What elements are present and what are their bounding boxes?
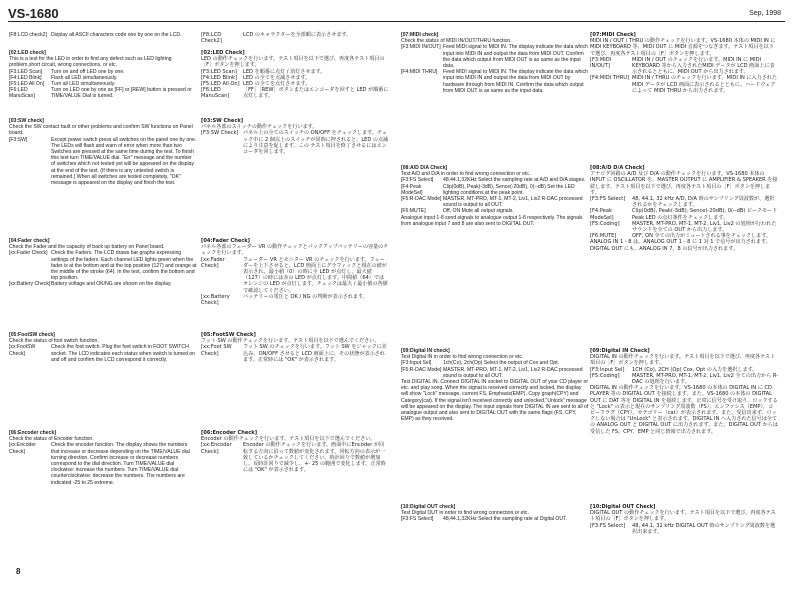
test-item-description: Clip(0dB), Peak(-3dB), Sence(-20dB), 0(--dB) ピークモード Peak LED の点灯条件をチェックします。: [632, 208, 778, 221]
section: [9, 238, 197, 288]
test-item-row: [201, 130, 389, 155]
test-item-key: [F5:LED All On]: [201, 81, 240, 88]
section: [401, 32, 589, 94]
test-item-row: [9, 442, 197, 485]
section-intro: Test Digital OUT in order to find wrong connection or etc.: [401, 510, 529, 517]
test-item-key: [F3:SW]: [9, 136, 28, 143]
section: [201, 430, 389, 473]
test-item-description: MIDI IN / OUT のチェックを行います。MIDI IN に MIDI KEYBOARD 等から入力されたMIDI データが LCD 画面上に表示されるとともに、MIDI OUT から出力されます。: [632, 56, 775, 76]
test-item-description: 48, 44.1, 32 kHz A/D, D/A 時のサンプリング周波数が、選択されるかをチェックします。: [632, 196, 775, 209]
section: [401, 348, 589, 422]
section: [9, 332, 197, 363]
test-item-row: [401, 196, 589, 208]
test-item-description: Battery voltage and OK/NG are shown on the display.: [51, 281, 172, 288]
section: [9, 32, 197, 38]
test-item-row: [590, 373, 778, 385]
section: [401, 165, 589, 227]
page-header: [8, 4, 785, 26]
test-item-key: [F3:FS Select]: [401, 177, 434, 184]
section-intro: Encoder の動作チェックを行います。テスト項目を以下で選んでください。: [201, 436, 376, 443]
section-intro: Check the status of Encoder function.: [9, 436, 94, 443]
section-note: DIGITAL IN の動作チェックを行います。VS-1680 の本体の DIGITAL IN に CD PLAYER 等の DIGITAL OUT を接続します。また、VS-1680 の本体の DIGITAL OUT に DAT 等を DIGITAL IN を接続します。正常に信号を受け取り、ロックすると "Lock" の表示と現在のサンプリング周波数（FS），エンファシス（EMP），コピーフラグ（CPY），カテゴリー（cat）が表示されます。また、受信出来ず、ロックしない場合は "UnLock" と表示されます。DIGITAL IN へ入力された信号は全ての ANALOG OUT と DIGITAL OUT に出力されます。また、DIGITAL OUT からは受信した FS、CPY、EMP と同じ情報で出力されます。: [590, 385, 778, 435]
section-intro: Check the SW contact fault or other problems and confirm SW functions on Panel board.: [9, 124, 193, 137]
test-item-key: [F3:MIDI IN/OUT]: [401, 44, 441, 51]
test-item-description: MASTER, MT-PRO, MT-1, MT-2, Liv1, Liv2 全ての出力から R-DAC の処理を行います。: [632, 372, 778, 386]
test-item-key: [F8:LCD Check2]: [201, 32, 222, 45]
test-item-row: [201, 32, 389, 44]
test-item-key: [F5:R-DAC Mode]: [401, 196, 442, 203]
test-item-key: [F3:Input Sel]: [401, 360, 432, 367]
test-item-description: Check the encoder function. The display shows the numbers that increase or decrease depending on the TIME/VALUE dial turning direction. Confirm increase or decrease numbers correspond to the dial direction. Turn TIME/VALUE dial clockwise: increase the numbers. Turn TIME/VALUE dial counterclockwise: decrease the numbers. The numbers are indicated -25 to 25 extreme.: [51, 442, 190, 486]
test-item-description: 1ch(Co), 2ch(Op) Select the output of Cox and Opt.: [443, 360, 560, 367]
section-intro: DIGITAL IN の動作チェックを行います。テスト項目を以下で選び、再度各テスト項目の［F］ボタンを押します。: [590, 354, 776, 367]
test-item-row: [401, 367, 589, 379]
test-item-description: LCD のキャラクターを全部順に表示させます。: [243, 32, 352, 38]
test-item-key: [xx:Battery Check]: [201, 293, 230, 307]
section-title: [04:Fader check]: [9, 238, 50, 244]
section-title: [07:MIDI Check]: [590, 32, 636, 38]
test-item-description: LED の全てを点滅させます。: [243, 74, 311, 81]
section-intro: This is a test for the LED in order to find any defect such as LED lighting problem,short circuit, wrong connections, or etc.: [9, 56, 172, 69]
model-name: VS-1680: [8, 6, 59, 21]
section: [201, 332, 389, 363]
test-item-description: LED を順番に点灯 / 消灯させます。: [243, 68, 326, 75]
test-item-key: [F3:LED Scan]: [201, 68, 237, 75]
section-title: [08:A/D D/A Check]: [590, 165, 645, 171]
section-note: ANALOG IN 1 - 8 は、ANALOG OUT 1 - 8 に 1 対 1 で信号が出力されます。DIGITAL OUT にも、ANALOG IN 7，8 の信号が出力されます。: [590, 239, 771, 252]
section-intro: フット SW の動作チェックを行います。テスト項目を以下で選んでください。: [201, 338, 380, 345]
test-item-key: [F3:SW Check]: [201, 130, 239, 137]
section: [201, 118, 389, 155]
section-title: [08:A/D D/A Check]: [401, 165, 448, 171]
test-item-description: LED の全てを点灯させます。: [243, 81, 311, 88]
section-title: [02:LED Check]: [201, 50, 245, 56]
section-title: [04:Fader Check]: [201, 238, 251, 244]
test-item-key: [xx:Encoder Check]: [9, 442, 36, 455]
section: [590, 165, 778, 252]
test-item-key: [F6:LED ManuScan]: [201, 87, 230, 100]
header-rule: [8, 21, 785, 22]
test-item-row: [201, 257, 389, 294]
test-item-key: [xx:Encoder Check]: [201, 442, 232, 455]
test-item-description: 48, 44.1, 32 kHz DIGITAL OUT 時のサンプリング周波数を選択出来ます。: [632, 522, 776, 535]
test-item-key: [F4:MIDI THRU]: [401, 69, 438, 76]
test-item-description: MASTER, MT-PRO, MT-1, MT-2, Liv1, Liv2 R-DAC processed sound is output to all OUT.: [443, 366, 583, 379]
test-item-row: [590, 196, 778, 208]
test-item-key: [F8:LCD check2]: [9, 32, 47, 38]
test-item-description: Encoder の動作チェックを行います。画面中にEncoder が回転する方向に沿って数値が変化されます。回転方向の表示が一致しているかチェックしてください。時計回りで数値が増加し、反時計回りで減少し、+- 25 の範囲で変化します。正常時には "OK" が表示されます。: [243, 442, 386, 474]
section-intro: パネル各部のスイッチの動作チェックを行います。: [201, 124, 318, 131]
test-item-row: [201, 344, 389, 363]
test-item-key: [F4:LED Blink]: [201, 74, 237, 81]
test-item-key: [F3:LED Scan]: [9, 68, 43, 75]
test-item-row: [201, 442, 389, 473]
test-item-description: Turn on and off LED one by one.: [51, 68, 125, 75]
test-item-key: [F5:LED All On]: [9, 81, 45, 88]
test-item-row: [590, 523, 778, 535]
test-item-row: [590, 75, 778, 94]
test-item-row: [401, 208, 589, 214]
section-title: [10:Digital OUT check]: [401, 504, 456, 510]
section-intro: Check the status of MIDI IN/OUT/THRU function.: [401, 38, 512, 45]
test-item-key: [F5:Coding]: [590, 220, 620, 227]
section-title: [05:FootSW check]: [9, 332, 55, 338]
test-item-description: MASTER, MT-PRO, MT-1, MT-2, Liv1, Liv2 R-DAC processed sound is output to all OUT.: [443, 196, 583, 209]
section-note: Test DIGITAL IN. Connect DIGITAL IN socket to DIGITAL OUT of your CD player or etc. and play song. When the signal is received correctly and locked, the display will show "Lock" message, current FS, Emphasis(EMP), Copy graph(CPY) and Category(cat). If the signal isn't received correctly and unlocked,"Unlock" message will be appeared on the display. The input signals from DIGITAL IN are sent to all of analogue output and also sent to DIGITAL OUT with the same flags (FS, CPY, EMP) as they received.: [401, 379, 589, 423]
section-title: [09:Digital IN check]: [401, 348, 450, 354]
test-item-description: Turn on LED one by one as [FF] or [REW] button is pressed or TIME/VALUE Dial is turned.: [51, 87, 192, 100]
test-item-row: [590, 57, 778, 76]
section-intro: Check the status of foot switch function.: [9, 338, 99, 345]
test-item-description: OFF, ON 全ての出力がミュートされる事をチェックします。: [632, 233, 772, 240]
test-item-key: [xx:Foot SW Check]: [201, 344, 232, 357]
section-title: [05:FootSW Check]: [201, 332, 256, 338]
test-item-key: [xx:Fader Check]: [201, 256, 225, 269]
test-item-row: [401, 44, 589, 69]
test-item-row: [9, 32, 197, 38]
test-item-key: [F3:FS Select]: [590, 196, 626, 203]
test-item-row: [201, 294, 389, 306]
test-item-key: [F3:FS Select]: [590, 522, 626, 529]
section-intro: Test Digital IN in order to find wrong connection or etc.: [401, 354, 524, 361]
test-item-description: バッテリーの電圧と OK / NG の判断が表示されます。: [243, 293, 368, 300]
test-item-description: Flash all LED simultaneously.: [51, 74, 118, 81]
test-item-description: フェーダー VR とモニター VR のチェックを行います。フェーダーを上下させると、LCD 画面上にグラフィックと現在の値が表示され、最小値（0）の時に全 LED が点灯し、最大値（127）の時には赤の LED が点灯します。中間値（64）ではオレンジの LED が点灯します。チェックは最大 / 最小値の各値で確認してください。: [243, 256, 388, 294]
test-item-key: [xx:Fader Check]: [9, 250, 48, 257]
section-intro: LED の動作チェックを行います。テスト項目を以下で選び、再度各テスト項目の［F］ボタンを押します。: [201, 56, 385, 69]
test-item-row: [201, 87, 389, 99]
section-note: Analogue input 1-8 send signals to analogue output 1-8 respectively. The signals from analogue input 7 and 8 are also sent to DIGITAL OUT.: [401, 214, 583, 227]
section: [590, 32, 778, 94]
page-number: 8: [16, 567, 21, 576]
test-item-description: Except power switch press all switches on the panel one by one. The LEDs will flash and warn of error when more than two Switches are pressed at the same time during the test. To finish this test turn TIME/VALUE dial. "Err" message and the number of switches which not tested yet will be appeared on the display at the end of the test. (If there is any untested switch is remained.) When all switches are tested completely, "OK" message is appeared on the display and finish the test.: [51, 136, 197, 187]
section-intro: MIDI IN / OUT / THRU の動作チェックを行います。VS-1680 本体の MIDI IN に MIDI KEYBOARD 等、MIDI OUT に MIDI 音源をつなぎます。テスト項目を以下で選び、再度各テスト項目の［F］ボタンを押します。: [590, 38, 776, 57]
section: [201, 50, 389, 100]
section-title: [03:SW check]: [9, 118, 44, 124]
test-item-description: Display all ASCII characters code one by one on the LCD.: [51, 32, 182, 38]
section-title: [03:SW Check]: [201, 118, 244, 124]
test-item-key: [F6:LED ManuScan]: [9, 87, 35, 100]
test-item-description: 48,44.1,32KHz Select the sampling rate at Digital OUT.: [443, 516, 568, 523]
section-title: [09:Digital IN Check]: [590, 348, 650, 354]
section-intro: DIGITAL OUT の動作チェックを行います。テスト項目を以下で選び、再度各テスト項目の［F］ボタンを押します。: [590, 510, 776, 523]
test-item-key: [xx:FootSW Check]: [9, 344, 36, 357]
test-item-description: MASTER, MT-PRO, MT-1, MT-2, Liv1, Liv2 の処理が行われたサウンドを全ての OUT から出力します。: [632, 220, 777, 234]
test-item-description: MIDI IN / THRU のチェックを行います。MIDI IN に入力された MIDI データが LCD 画面に表示されるとともに、ハードウェアによって MIDI THRU から出力されます。: [632, 75, 777, 94]
test-item-description: フット SW のチェックを行います。フット SW をジャックに差込み、ON/OFF させると LCD 画面上に、その状態が表示されます。正常時には "OK" が表示されます。: [243, 344, 387, 363]
test-item-row: [401, 69, 589, 94]
test-item-description: Check the Faders. The LCD draws bar graphs expressing settings of the faders. Each channel LED lights green when the fader is at the bottom and at the top position (127) and orange at the middle of the stroke (64). In the test, confirm the bottom and top position.: [51, 250, 197, 282]
section: [9, 118, 197, 186]
test-item-row: [590, 221, 778, 233]
section: [401, 504, 589, 523]
section-title: [06:Encoder Check]: [201, 430, 258, 436]
section-intro: アナログ回路の A/D 及び D/A の動作チェックを行います。VS-1680 本体の INPUT に OSCILLATOR を、MASTER OUTPUT に AMPLIFIER & SPEAKER を接続します。テスト項目を以下で選び、再度各テスト項目の［F］ボタンを押します。: [590, 171, 778, 196]
section-intro: Check the Fader and the capacity of back up battery on Panel board.: [9, 244, 165, 251]
test-item-row: [590, 208, 778, 220]
section: [9, 50, 197, 100]
section: [201, 238, 389, 306]
section-title: [07:MIDI check]: [401, 32, 439, 38]
test-item-description: Check the foot switch. Plug the foot switch in FOOT SWITCH socket. The LCD indicates each status when switch is turned on and off and confirm the LCD correspond it correctly.: [51, 344, 196, 363]
test-item-description: Clip(0dB), Peak(-3dB), Sence(-20dB), 0(--dB) Set the LED lighting conditions at the peak point.: [443, 183, 575, 196]
test-item-key: [F4:Peak ModeSel]: [590, 208, 614, 221]
test-item-row: [9, 281, 197, 287]
test-item-description: Feed MIDI signal to MIDI IN. The display indicate the data which input into MIDI IN and output the data from MIDI OUT. Confirm the data which output from MIDI OUT is as same as the input data.: [443, 44, 588, 70]
test-item-key: [xx:Battery Check]: [9, 281, 51, 288]
section-title: [06:Encoder check]: [9, 430, 56, 436]
test-item-row: [401, 184, 589, 196]
test-item-key: [F4:Peak ModeSel]: [401, 183, 423, 196]
test-item-description: 48,44.1,32KHz Select the sampling rate at A/D and D/A stages.: [443, 177, 586, 184]
test-item-key: [F6:MUTE]: [401, 208, 426, 215]
test-item-key: [F6:MUTE]: [590, 233, 617, 240]
test-item-key: [F4:MIDI THRU]: [590, 75, 630, 82]
test-item-description: Off, ON Mute all output signals.: [443, 208, 514, 215]
test-item-row: [9, 250, 197, 281]
test-item-key: [F3:Input Sel]: [590, 366, 625, 373]
test-item-description: 1CH (Co), 2CH (Op) Cox, Opt の入力を選択します。: [632, 366, 758, 373]
test-item-row: [9, 137, 197, 187]
test-item-description: パネル上の全てのスイッチの ON/OFF をチェックします。チェック中に 2 個以上のスイッチが同時に押されると、LED の点滅により注意を促します。この テスト項目を終了させるにはエンコーダを回します。: [243, 130, 389, 156]
test-item-description: Feed MIDI signal to MIDI IN. The display indicate the data which input into MIDI IN and output the data from MIDI OUT by hardware through from MIDI IN. Confirm the data which output from MIDI OUT is as same as the input data.: [443, 69, 588, 94]
test-item-row: [9, 344, 197, 363]
section: [201, 32, 389, 44]
test-item-description: ［FF］［REW］ボタンまたはエンコーダを回すと LED が順番に点灯します。: [243, 87, 389, 100]
section-intro: パネル各部のフェーダー VR の動作チェックとバックアップバッテリーの容量のチェックを行います。: [201, 244, 389, 257]
test-item-row: [9, 87, 197, 99]
test-item-key: [F3:FS Select]: [401, 516, 434, 523]
document-date: Sep, 1998: [749, 10, 781, 17]
test-item-key: [F3:MIDI IN/OUT]: [590, 56, 612, 70]
section-title: [10:Digital OUT Check]: [590, 504, 656, 510]
test-item-description: Turn all LED simultaneously.: [51, 81, 116, 88]
section: [590, 504, 778, 535]
section: [9, 430, 197, 486]
test-item-key: [F5:R-DAC Mode]: [401, 366, 442, 373]
test-item-key: [F4:LED Blink]: [9, 74, 42, 81]
section-intro: Test A/D and D/A in order to find wrong connection or etc.: [401, 171, 531, 178]
test-item-row: [401, 516, 589, 522]
test-item-key: [F5:Coding]: [590, 372, 620, 379]
section-title: [02:LED check]: [9, 50, 46, 56]
section: [590, 348, 778, 435]
